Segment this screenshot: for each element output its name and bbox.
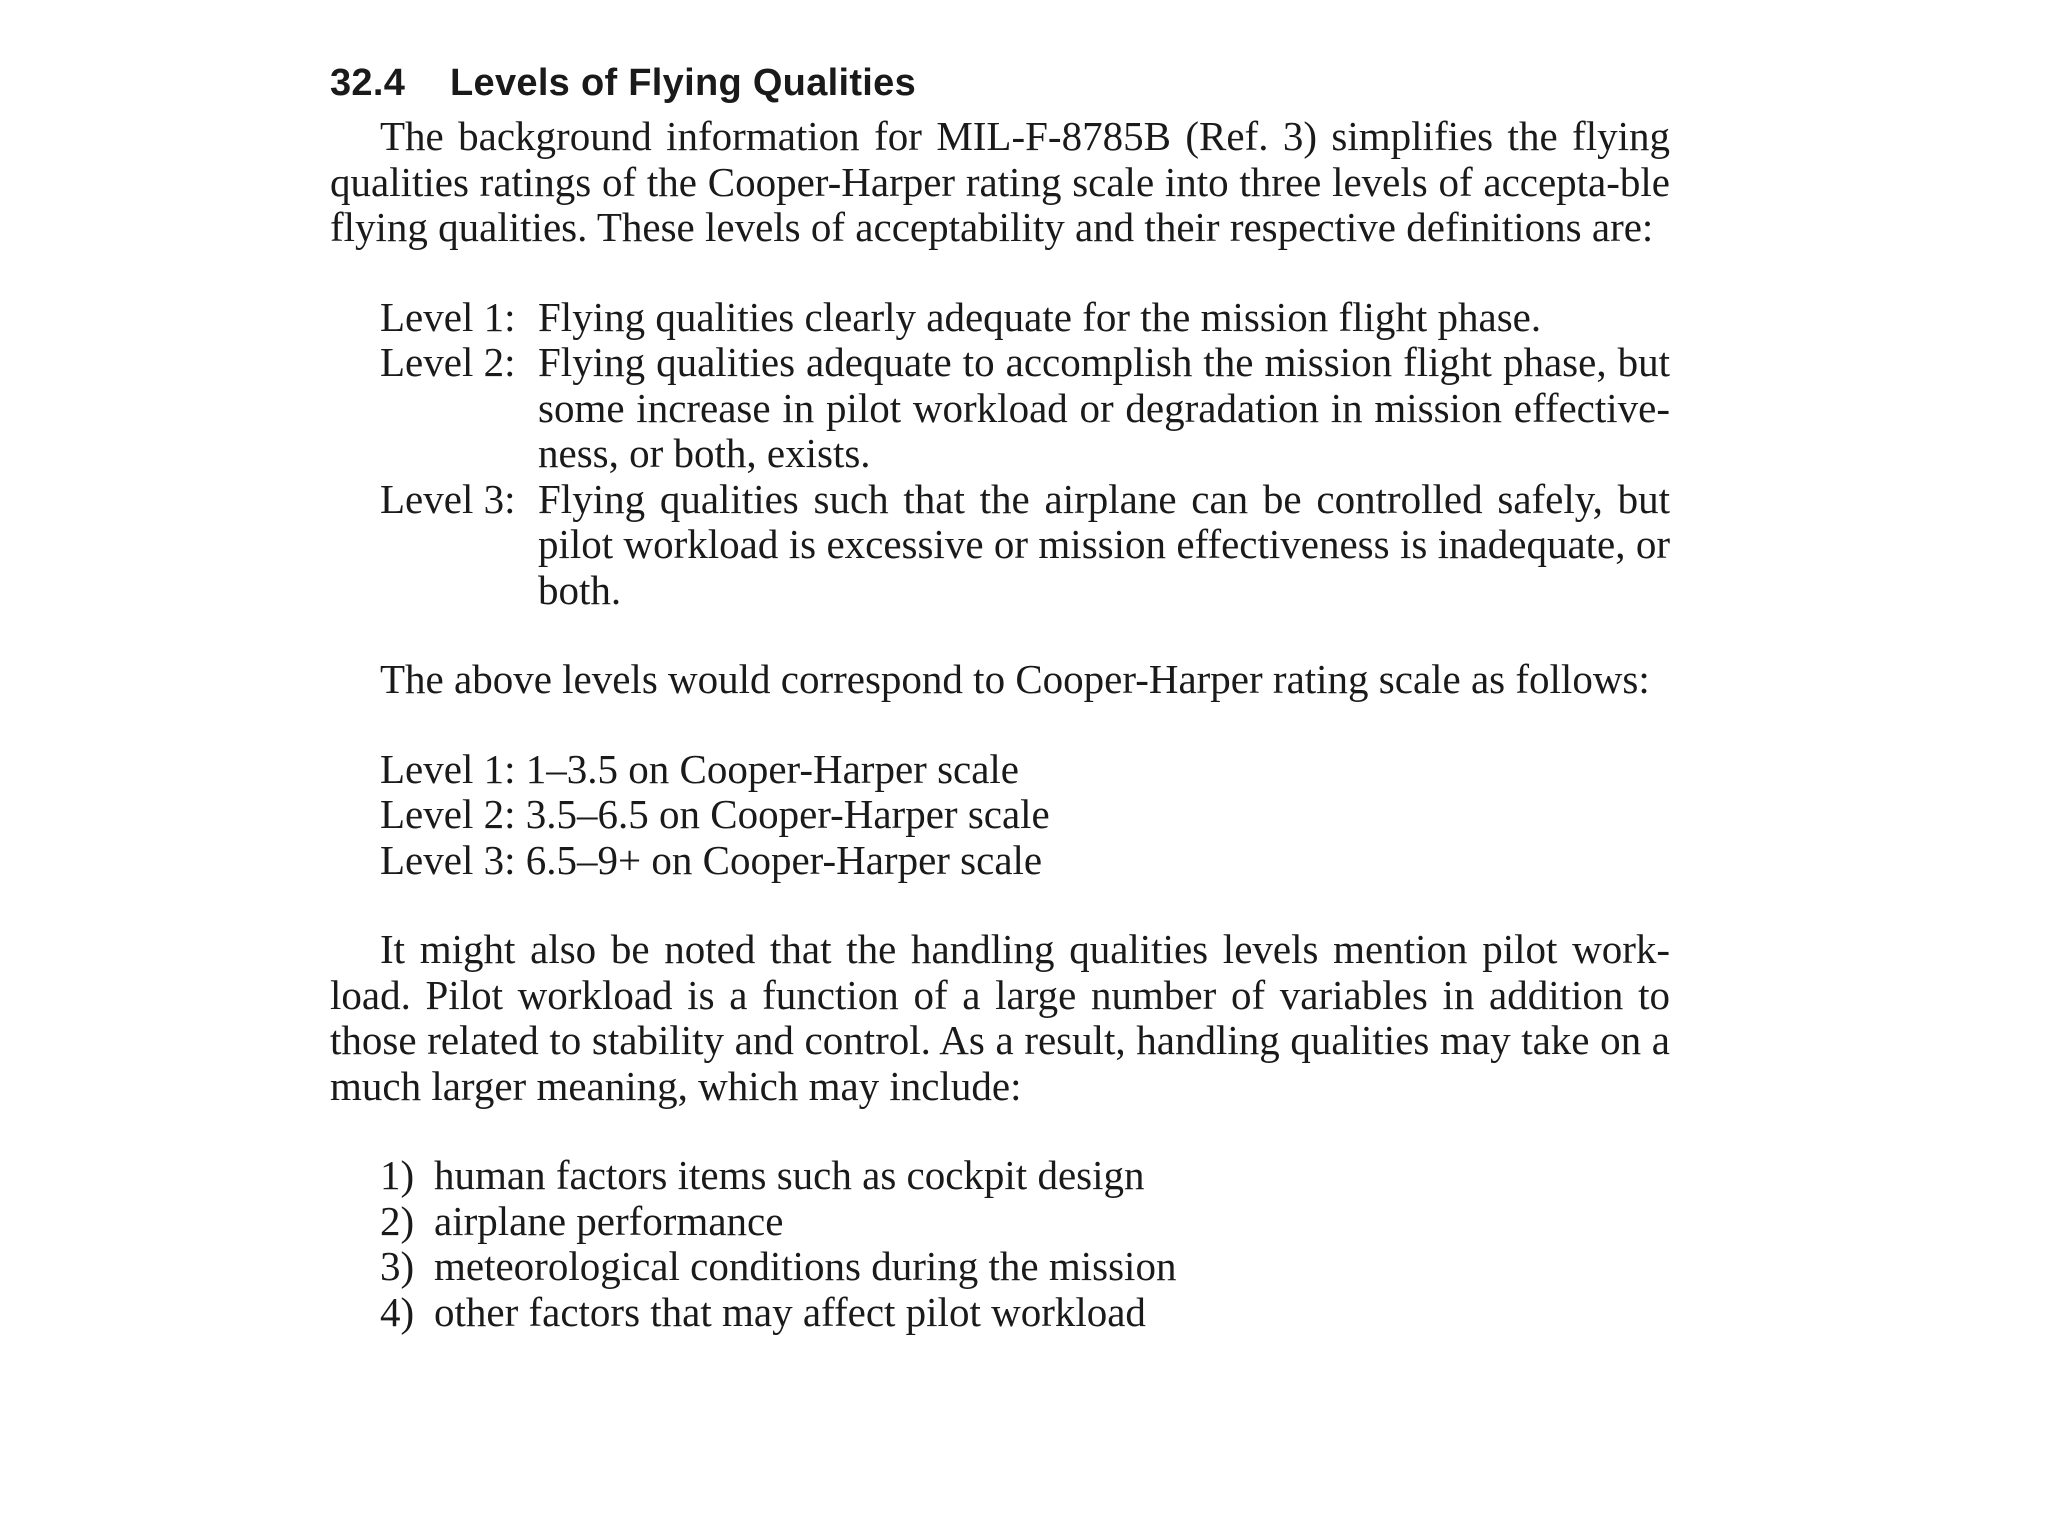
factors-list xyxy=(330,1153,1670,1335)
document-page xyxy=(330,58,1670,1335)
correspond-paragraph: The above levels would correspond to Cooper-Harper rating scale as follows: xyxy=(380,656,1650,702)
factor-text: human factors items such as cockpit design xyxy=(434,1152,1145,1198)
level-definition-term: Level 2: xyxy=(380,339,516,385)
level-definition-item xyxy=(380,477,1670,614)
factor-item xyxy=(380,1153,1670,1199)
factor-item xyxy=(380,1199,1670,1245)
level-definitions-list xyxy=(330,295,1670,614)
factor-item xyxy=(380,1290,1670,1336)
level-range-item: Level 1: 1–3.5 on Cooper-Harper scale xyxy=(380,745,1020,792)
level-ranges-list xyxy=(330,747,1670,884)
level-definition-term: Level 3: xyxy=(380,475,516,522)
spacer xyxy=(330,883,1670,927)
level-range-item: Level 3: 6.5–9+ on Cooper-Harper scale xyxy=(380,836,1043,883)
level-definition-item xyxy=(380,295,1670,341)
level-definition-text: Flying qualities such that the airplane can be controlled safely, but pilot workload is excessive or mission effectiveness is inadequate, or both. xyxy=(538,475,1670,613)
section-title: Levels of Flying Qualities xyxy=(450,62,917,104)
level-definition-term: Level 1: xyxy=(380,293,516,340)
factor-text: airplane performance xyxy=(434,1197,784,1244)
level-definition-item xyxy=(380,340,1670,477)
factor-text: other factors that may affect pilot workload xyxy=(434,1288,1146,1335)
intro-paragraph: The background information for MIL-F-8785B (Ref. 3) simplifies the flying qualities ratings of the Cooper-Harper rating scale into three levels of accepta-ble flying qualities. These levels of acceptability and their respective definitions are: xyxy=(330,113,1670,250)
section-number: 32.4 xyxy=(330,62,406,104)
factor-marker: 4) xyxy=(380,1288,415,1335)
workload-paragraph: It might also be noted that the handling qualities levels mention pilot work-load. Pilot workload is a function of a large number of variables in addition to those related to stability and control. As a result, handling qualities may take on a much larger meaning, which may include: xyxy=(330,926,1670,1109)
spacer xyxy=(330,1109,1670,1153)
factor-item xyxy=(380,1244,1670,1290)
level-definition-text: Flying qualities clearly adequate for the mission flight phase. xyxy=(538,293,1542,340)
section-heading xyxy=(330,58,1670,108)
factor-text: meteorological conditions during the mission xyxy=(434,1243,1177,1289)
factor-marker: 3) xyxy=(380,1243,415,1289)
spacer xyxy=(330,251,1670,295)
spacer xyxy=(330,703,1670,747)
level-range-item: Level 2: 3.5–6.5 on Cooper-Harper scale xyxy=(380,791,1050,837)
factor-marker: 2) xyxy=(380,1197,415,1244)
factor-marker: 1) xyxy=(380,1152,415,1198)
spacer xyxy=(330,613,1670,657)
level-definition-text: Flying qualities adequate to accomplish the mission flight phase, but some increase in pilot workload or degradation in mission effective-ness, or both, exists. xyxy=(538,339,1670,476)
